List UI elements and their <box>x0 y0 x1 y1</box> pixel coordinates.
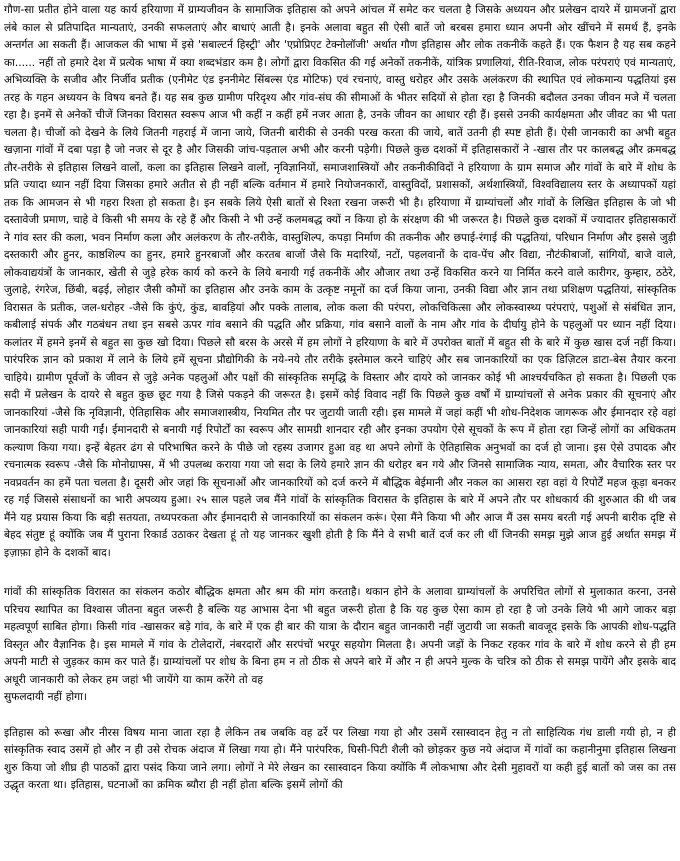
paragraph-spacer <box>4 707 676 725</box>
paragraph-spacer <box>4 562 676 584</box>
body-paragraph-2: गांवों की सांस्कृतिक विरासत का संकलन कठोर बौद्धिक क्षमता और श्रम की मांग करताहै। थकान होने के अलावा ग्राम्यांचलों के अपरिचित लोगों से मुलाकात करना, उनसे परिचय स्थापित का विश्वास जीतना बहुत जरूरी है बल्कि यह आभास देना भी बहुत जरूरी होता है कि यह कुछ ऐसा काम हो रहा है जो उनके लिये भी आगे जाकर बड़ा महत्वपूर्ण साबित होगा। किसी गांव -खासकर बड़े गांव, के बारे में एक ही बार की यात्रा के दौरान बहुत जानकारी नहीं जुटायी जा सकती बावजूद इसके कि आपकी शोध-पद्धति विस्तृत और वैज्ञानिक है। इस मामले में गांव के टोलेदारों, नंबरदारों और सरपंचों भरपूर सहयोग मिलता है। अपनी जड़ों के निकट रहकर गांव के बारे में शोध करने से ही हम अपनी माटी से जुड़कर काम कर पाते हैं। ग्राम्यांचलों पर शोध के बिना हम न तो ठीक से अपने बारे में और न ही अपने मुल्क के चरित्र को ठीक से समझ पायेंगे और इसके बाद अधूरी जानकारी को लेकर हम जहां भी जायेंगे या काम करेंगे तो वह <box>4 586 676 686</box>
body-paragraph-1: गौण-सा प्रतीत होने वाला यह कार्य हरियाणा में ग्राम्यजीवन के सामाजिक इतिहास को अपने आंचल में समेट कर चलता है जिसके अध्ययन और प्रलेखन दायरे में ग्रामजनों द्वारा लंबे काल से प्रतिपादित मान्यताएं, उनकी सफलताएं और बाधाएं आती है। इनके अलावा बहुत सी ऐसी बातें जो बरबस हमारा ध्यान अपनी ओर खींचने में समर्थ हैं, इनके अन्तर्गत आ सकती हैं। आजकल की भाषा में इसे 'सबाल्टर्न हिस्ट्री' और 'एप्रोप्रिएट टेक्नोलॉजी' अर्थात गौण इतिहास और लोक तकनीकें कहते हैं। एक फैशन है यह सब कहने का...... नहीं तो हमारे देश में प्रत्येक भाषा में क्या शब्दभंडार कम है। लोगों द्वारा विकसित की गई अनेकों तकनीकें, यांत्रिक प्रणालियां, रीति-रिवाज, लोक परंपराएं एवं मान्यताएं, अभिव्यक्ति के सजीव और निर्जीव प्रतीक (एनीमेट एंड इननीमेट सिंबल्स एंड मोटिफ) एवं रचनाएं, वास्तु धरोहर और उसके अलंकरण की स्थापित एवं लोकमान्य पद्धतियां इस तरह के गहन अध्ययन के विषय बनते हैं। यह सब कुछ ग्रामीण परिदृश्य और गांव-संघ की सीमाओं के भीतर सदियों से होता रहा है जिनकी बदौलत उनका जीवन मजे में चलता रहा है। इनमें से अनेकों चीजें जिनका विरासत स्वरूप आज भी कहीं न कहीं हमें नजर आता है, उनके जीवन का आधार रही हैं। इससे उनकी कार्यक्षमता और जीवट का भी पता चलता है। चीजों को देखने के लिये जितनी गहराई में जाना जाये, जितनी बारीकी से उनकी परख करता की जाये, बातें उतनी ही स्पष्ट होती हैं। ऐसी जानकारी का अभी बहुत खज़ाना गांवों में दबा पड़ा है जो नजर से दूर है और जिसकी जांच-पड़ताल अभी और करनी पड़ेगी। पिछले कुछ दशकों में इतिहासकारों ने -खास तौर पर कालबद्ध और क्रमबद्ध तौर-तरीके से इतिहास लिखने वालों, कला का इतिहास लिखने वालों, नृविज्ञानियों, समाजशास्त्रियों और तकनीकीविदों ने हरियाणा के ग्राम समाज और गांवों के बारे में शोध के प्रति ज्यादा ध्यान नहीं दिया जिसका हमारे अतीत से ही नहीं बल्कि वर्तमान में हमारे नियोजनकारों, वास्तुविदों, प्रशासकों, अर्थशास्त्रियों, विश्वविद्यालय स्तर के अध्यापकों यहां तक कि आमजन से भी गहरा रिश्ता हो सकता है। इन सबके लिये ऐसी बातों से रिश्ता रखना जरूरी भी है। हरियाणा में ग्राम्यांचलों और गांवों के लिखित इतिहास के जो भी दस्तावेजी प्रमाण, चाहे वे किसी भी समय के रहे हैं और किसी ने भी उन्हें कलमबद्ध क्यों न किया हो के संरक्षण की भी जरूरत है। पिछले कुछ दशकों में ज्यादातर इतिहासकारों ने गांव स्तर की कला, भवन निर्माण कला और अलंकरण के तौर-तरीके, वास्तुशिल्प, कपड़ा निर्माण की तकनीक और छपाई-रंगाई की पद्धतियां, परिधान निर्माण और इससे जुड़ी दस्तकारी और हुनर, काष्ठशिल्प का हुनर, हमारे हुनरबाजों और करतब बाजों जैसे कि मदारियों, नटों, पहलवानों के दाव-पेंच और विद्या, नौटंकीबाजों, सांगियों, बाजे वाले, लोकवाद्ययंत्रों के जानकार, खेती से जुड़े हरेक कार्य को करने के लिये बनायी गई तकनीकें और औजार तथा उन्हें विकसित करने या निर्मित करने वाले कारीगर, कुम्हार, ठठेरे, जुलाहे, रंगरेज, छिंबी, बढ़ई, लोहार जैसी कौमों का इतिहास और उनके काम के उत्कृष्ट नमूनों का दर्ज किया जाना, उनकी विद्या और ज्ञान तथा प्रशिक्षण पद्धतियां, सांस्कृतिक विरासत के प्रतीक, जल-धरोहर -जैसे कि कुंएं, कुंड, बावड़ियां और पक्के तालाब, लोक कला की परंपरा, लोकचिकित्सा और लोकस्वास्थ्य परंपराएं, पशुओं से संबंधित ज्ञान, कबीलाई संपर्क और गठबंधन तथा इन सबसे ऊपर गांव बसाने की पद्धति और प्रक्रिया, गांव बसाने वालों के नाम और गांव के दीर्घायु होने के पहलुओं पर ध्यान नहीं दिया। कलांतर में हमने इनमें से बहुत सा कुछ खो दिया। पिछले सौ बरस के अरसे में हम लोगों ने हरियाणा के बारे में उपरोक्त बातों में बहुत सी के बारे में कुछ खास दर्ज नहीं किया। पारंपरिक ज्ञान को प्रकाश में लाने के लिये हमें सूचना प्रौद्योगिकी के नये-नये तौर तरीके इस्तेमाल करने चाहिएं और सब जानकारियों का एक डिज़िटल डाटा-बेस तैयार करना चाहिये। ग्रामीण पूर्वजों के जीवन से जुड़े अनेक पहलुओं और पक्षों की सांस्कृतिक समृद्धि के विस्तार और दायरे को जानकर कोई भी आश्चर्यचकित हो सकता है। पिछली एक सदी में प्रलेखन के दायरे से बहुत कुछ छूट गया है जिसे पकड़ने की जरूरत है। इसमें कोई विवाद नहीं कि पिछले कुछ वर्षों में ग्राम्यांचलों से अनेक प्रकार की सूचनाएं और जानकारियां -जैसे कि नृविज्ञानी, ऐतिहासिक और समाजशास्त्रीय, नियमित तौर पर जुटायी जाती रही। इस मामले में जहां कहीं भी शोध-निदेशक जागरूक और ईमानदार रहे वहां जानकारियां सही पायी गईं। ईमानदारी से बनायी गई रिपोर्टों का स्वरूप और सामग्री शानदार रही और इनका उपयोग ऐसे सूचकों के रूप में होता रहा जिन्हें लोगों का अधिकतम कल्याण किया गया। इन्हें बेहतर ढंग से परिभाषित करने के पीछे जो रहस्य उजागर हुआ वह था अपने लोगों के ऐतिहासिक अनुभवों का दर्ज हो जाना। इस ऐसे उपादक और रचनात्मक स्वरूप -जैसे कि मोनोग्राफ्स, में भी उपलब्ध कराया गया जो सदा के लिये हमारे ज्ञान की धरोहर बन गये और जिनसे सामाजिक न्याय, समता, और वैचारिक स्तर पर नवप्रवर्तन का हमें पता चलता है। दूसरी ओर जहां कि सूचनाओं और जानकारियों को दर्ज करने में बौद्धिक बेईमानी और नकल का आसरा रहा वहां ये रिपोर्टें महज कूड़ा बनकर रह गई जिससे संसाधनों का भारी अपव्यय हुआ। २५ साल पहले जब मैंने गांवों के सांस्कृतिक विरासत के इतिहास के बारे में अपने तौर पर शोधकार्य की शुरुआत की थी जब मैंने यह प्रयास किया कि बड़ी सतयता, तथ्यपरकता और ईमानदारी से जानकारियों का संकलन करूं। ऐसा मैंने किया भी और आज मैं उस समय बरती गई अपनी बारीक दृष्टि से बेहद संतुष्ट हूं क्योंकि जब मैं पुराना रिकार्ड उठाकर देखता हूं तो यह जानकर खुशी होती है कि मैंने वे सभी बातें दर्ज कर ली थीं जिनकी समझ मुझे आज हुई अर्थात समझ में इज़ाफ़ा होने के दशकों बाद। <box>4 4 677 559</box>
body-paragraph-4: इतिहास को रूखा और नीरस विषय माना जाता रहा है लेकिन तब जबकि वह ढर्रे पर लिखा गया हो और उसमें रसास्वादन हेतु न तो साहित्यिक गंध डाली गयी हो, न ही सांस्कृतिक स्वाद उसमें हो और न ही उसे रोचक अंदाज में लिखा गया हो। मैंने पारंपरिक, घिसी-पिटी शैली को छोड़कर कुछ नये अंदाज में गांवों का कहानीनुमा इतिहास लिखना शुरु किया जो शीघ्र ही पाठकों द्वारा पसंद किया जाने लगा। लोगों ने मेरे लेखन का रसास्वादन किया क्योंकि मैं लोकभाषा और देसी मुहावरों या कही हुई बातों को जस का तस उद्धृत करता था। इतिहास, घटनाओं का क्रमिक ब्यौरा ही नहीं होता बल्कि इसमें लोगों की <box>4 726 676 791</box>
body-paragraph-3: सुफलदायी नहीं होगा। <box>4 691 87 703</box>
